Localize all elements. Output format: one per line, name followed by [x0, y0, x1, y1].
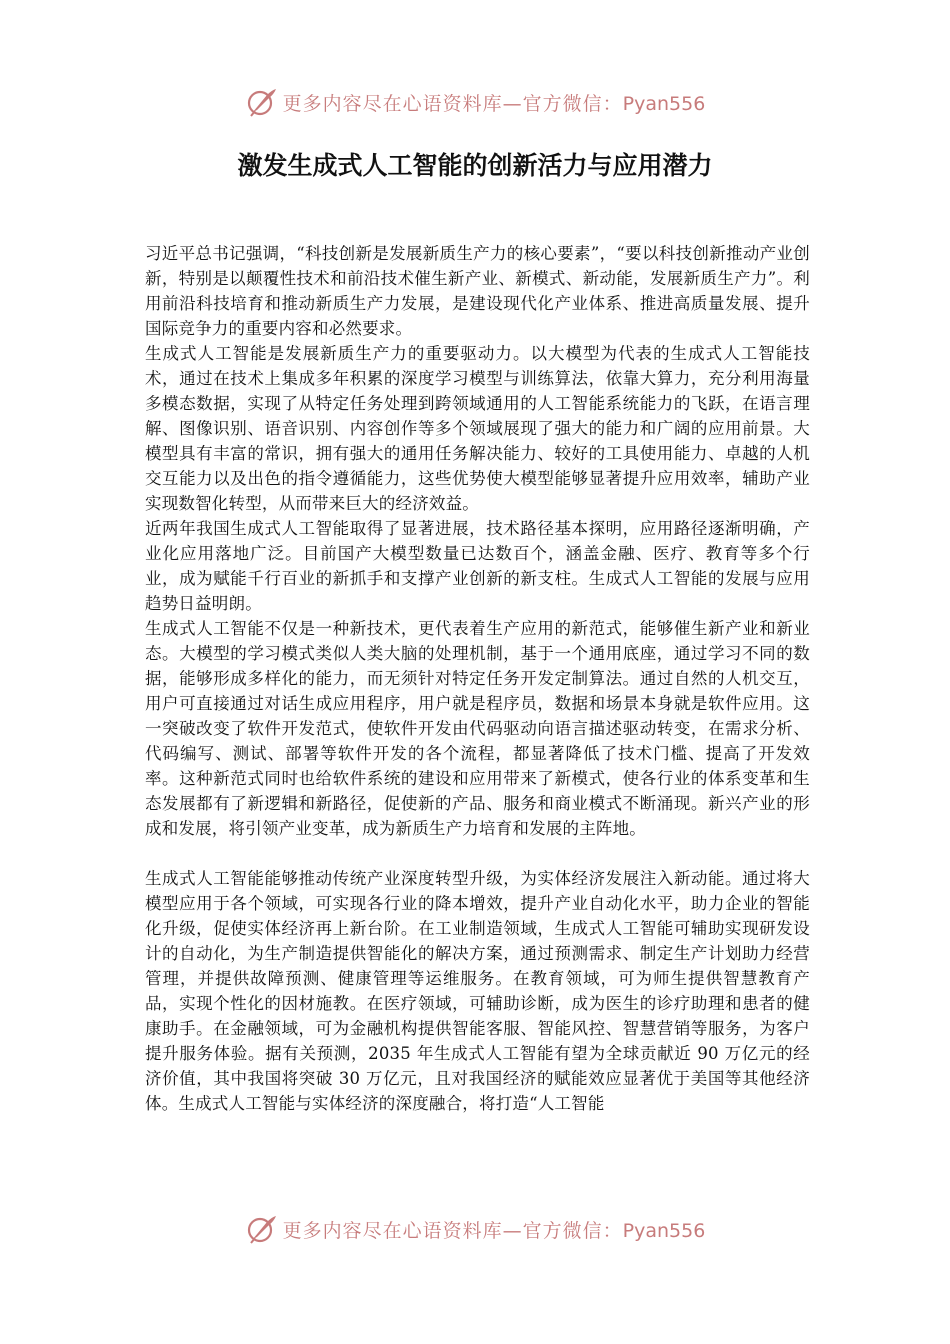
watermark-label: 更多内容尽在心语资料库—官方微信：	[282, 1219, 623, 1242]
header-watermark	[0, 80, 950, 124]
watermark-id: Pyan556	[622, 1219, 706, 1242]
document-title: 激发生成式人工智能的创新活力与应用潜力	[237, 151, 713, 180]
paragraph: 生成式人工智能是发展新质生产力的重要驱动力。以大模型为代表的生成式人工智能技术，通过在技术上集成多年积累的深度学习模型与训练算法，依靠大算力，充分利用海量多模态数据，实现了从特定任务处理到跨领域通用的人工智能系统能力的飞跃，在语言理解、图像识别、语音识别、内容创作等多个领域展现了强大的能力和广阔的应用前景。大模型具有丰富的常识，拥有强大的通用任务解决能力、较好的工具使用能力、卓越的人机交互能力以及出色的指令遵循能力，这些优势使大模型能够显著提升应用效率，辅助产业实现数智化转型，从而带来巨大的经济效益。	[145, 344, 810, 513]
paragraph: 生成式人工智能不仅是一种新技术，更代表着生产应用的新范式，能够催生新产业和新业态。大模型的学习模式类似人类大脑的处理机制，基于一个通用底座，通过学习不同的数据，能够形成多样化的能力，而无须针对特定任务开发定制算法。通过自然的人机交互，用户可直接通过对话生成应用程序，用户就是程序员，数据和场景本身就是软件应用。这一突破改变了软件开发范式，使软件开发由代码驱动向语言描述驱动转变，在需求分析、代码编写、测试、部署等软件开发的各个流程，都显著降低了技术门槛、提高了开发效率。这种新范式同时也给软件系统的建设和应用带来了新模式，使各行业的体系变革和生态发展都有了新逻辑和新路径，促使新的产品、服务和商业模式不断涌现。新兴产业的形成和发展，将引领产业变革，成为新质生产力培育和发展的主阵地。	[145, 619, 810, 838]
footer-watermark	[0, 1207, 950, 1251]
paragraph: 近两年我国生成式人工智能取得了显著进展，技术路径基本探明，应用路径逐渐明确，产业化应用落地广泛。目前国产大模型数量已达数百个，涵盖金融、医疗、教育等多个行业，成为赋能千行百业的新抓手和支撑产业创新的新支柱。生成式人工智能的发展与应用趋势日益明朗。	[145, 519, 810, 613]
watermark-id: Pyan556	[622, 92, 706, 115]
paragraph-spacer	[145, 841, 810, 866]
watermark-label: 更多内容尽在心语资料库—官方微信：	[282, 92, 623, 115]
quill-pen-logo-icon	[245, 85, 279, 119]
paragraph: 习近平总书记强调，“科技创新是发展新质生产力的核心要素”，“要以科技创新推动产业创新，特别是以颠覆性技术和前沿技术催生新产业、新模式、新动能，发展新质生产力”。利用前沿科技培育和推动新质生产力发展，是建设现代化产业体系、推进高质量发展、提升国际竞争力的重要内容和必然要求。	[145, 244, 810, 338]
paragraph: 生成式人工智能能够推动传统产业深度转型升级，为实体经济发展注入新动能。通过将大模型应用于各个领域，可实现各行业的降本增效，提升产业自动化水平，助力企业的智能化升级，促使实体经济再上新台阶。在工业制造领域，生成式人工智能可辅助实现研发设计的自动化，为生产制造提供智能化的解决方案，通过预测需求、制定生产计划助力经营管理，并提供故障预测、健康管理等运维服务。在教育领域，可为师生提供智慧教育产品，实现个性化的因材施教。在医疗领域，可辅助诊断，成为医生的诊疗助理和患者的健康助手。在金融领域，可为金融机构提供智能客服、智能风控、智慧营销等服务，为客户提升服务体验。据有关预测，2035 年生成式人工智能有望为全球贡献近 90 万亿元的经济价值，其中我国将突破 30 万亿元，且对我国经济的赋能效应显著优于美国等其他经济体。生成式人工智能与实体经济的深度融合，将打造“人工智能	[145, 869, 810, 1113]
document-body	[145, 241, 810, 1116]
watermark-text	[283, 1216, 706, 1243]
quill-pen-logo-icon	[245, 1212, 279, 1246]
watermark-text	[283, 89, 706, 116]
